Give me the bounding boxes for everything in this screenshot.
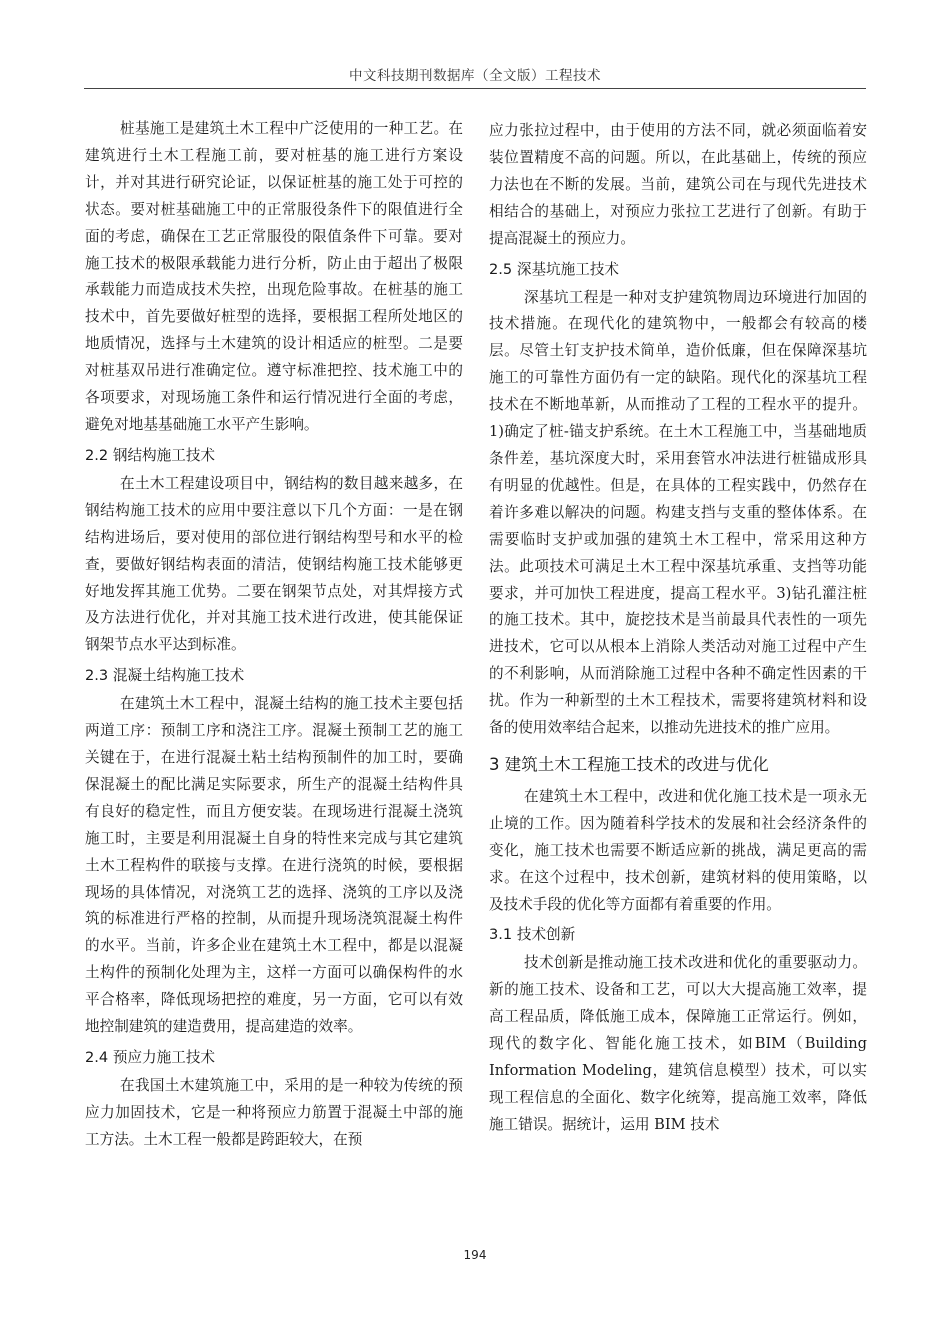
running-header: 中文科技期刊数据库（全文版）工程技术 bbox=[349, 68, 601, 84]
header-rule bbox=[84, 88, 866, 89]
paragraph-steel-structure: 在土木工程建设项目中，钢结构的数目越来越多，在钢结构施工技术的应用中要注意以下几个方面：一是在钢结构进场后，要对使用的部位进行钢结构型号和水平的检查，要做好钢结构表面的清洁，使钢结构施工技术能够更好地发挥其施工优势。二要在钢架节点处，对其焊接方式及方法进行优化，并对其施工技术进行改进，使其能保证钢架节点水平达到标准。 bbox=[85, 474, 463, 654]
heading-2-3: 2.3 混凝土结构施工技术 bbox=[85, 667, 245, 685]
page-number: 194 bbox=[463, 1248, 487, 1262]
paragraph-prestress: 在我国土木建筑施工中，采用的是一种较为传统的预应力加固技术，它是一种将预应力筋置于混凝土中部的施工方法。土木工程一般都是跨距较大，在预 bbox=[85, 1077, 463, 1148]
paragraph-concrete-structure: 在建筑土木工程中，混凝土结构的施工技术主要包括两道工序：预制工序和浇注工序。混凝土预制工艺的施工关键在于，在进行混凝土粘土结构预制件的加工时，要确保混凝土的配比满足实际要求，所生产的混凝土结构件具有良好的稳定性，而且方便安装。在现场进行混凝土浇筑施工时，主要是利用混凝土自身的特性来完成与其它建筑土木工程构件的联接与支撑。在进行浇筑的时候，要根据现场的具体情况，对浇筑工艺的选择、浇筑的工序以及浇筑的标准进行严格的控制，从而提升现场浇筑混凝土构件的水平。当前，许多企业在建筑土木工程中，都是以混凝土构件的预制化处理为主，这样一方面可以确保构件的水平合格率，降低现场把控的难度，另一方面，它可以有效地控制建筑的建造费用，提高建造的效率。 bbox=[85, 695, 463, 1036]
heading-3-1: 3.1 技术创新 bbox=[489, 926, 576, 944]
paragraph-pile-foundation: 桩基施工是建筑土木工程中广泛使用的一种工艺。在建筑进行土木工程施工前，要对桩基的施工进行方案设计，并对其进行研究论证，以保证桩基的施工处于可控的状态。要对桩基础施工中的正常服役条件下的限值进行全面的考虑，确保在工艺正常服役的限值条件下可靠。要对施工技术的极限承载能力进行分析，防止由于超出了极限承载能力而造成技术失控，出现危险事故。在桩基的施工技术中，首先要做好桩型的选择，要根据工程所处地区的地质情况，选择与土木建筑的设计相适应的桩型。二是要对桩基双吊进行准确定位。遵守标准把控、技术施工中的各项要求，对现场施工条件和运行情况进行全面的考虑，避免对地基基础施工水平产生影响。 bbox=[85, 120, 463, 433]
heading-2-5: 2.5 深基坑施工技术 bbox=[489, 260, 620, 278]
paragraph-improvement: 在建筑土木工程中，改进和优化施工技术是一项永无止境的工作。因为随着科学技术的发展和社会经济条件的变化，施工技术也需要不断适应新的挑战，满足更高的需求。在这个过程中，技术创新，建筑材料的使用策略，以及技术手段的优化等方面都有着重要的作用。 bbox=[489, 787, 867, 913]
paragraph-deep-foundation-pit: 深基坑工程是一种对支护建筑物周边环境进行加固的技术措施。在现代化的建筑物中，一般都会有较高的楼层。尽管土钉支护技术简单，造价低廉，但在保障深基坑施工的可靠性方面仍有一定的缺陷。现代化的深基坑工程技术在不断地革新，从而推动了工程的工程水平的提升。1)确定了桩-锚支护系统。在土木工程施工中，当基础地质条件差，基坑深度大时，采用套管水冲法进行桩锚成形具有明显的优越性。但是，在具体的工程实践中，仍然存在着许多难以解决的问题。构建支挡与支重的整体体系。在需要临时支护或加强的建筑土木工程中，常采用这种方法。此项技术可满足土木工程中深基坑承重、支挡等功能要求，并可加快工程进度，提高工程水平。3)钻孔灌注桩的施工技术。其中，旋挖技术是当前最具代表性的一项先进技术，它可以从根本上消除人类活动对施工过程中产生的不利影响，从而消除施工过程中各种不确定性因素的干扰。作为一种新型的土木工程技术，需要将建筑材料和设备的使用效率结合起来，以推动先进技术的推广应用。 bbox=[489, 288, 867, 737]
heading-2-2: 2.2 钢结构施工技术 bbox=[85, 446, 216, 464]
paragraph-prestress-continued: 应力张拉过程中，由于使用的方法不同，就必须面临着安装位置精度不高的问题。所以，在此基础上，传统的预应力法也在不断的发展。当前，建筑公司在与现代先进技术相结合的基础上，对预应力张拉工艺进行了创新。有助于提高混凝土的预应力。 bbox=[489, 122, 867, 247]
left-column bbox=[85, 116, 463, 1154]
right-column bbox=[489, 118, 867, 1139]
paragraph-innovation: 技术创新是推动施工技术改进和优化的重要驱动力。新的施工技术、设备和工艺，可以大大提高施工效率，提高工程品质，降低施工成本，保障施工正常运行。例如，现代的数字化、智能化施工技术，如BIM（Building Information Modeling，建筑信息模型）技术，可以实现工程信息的全面化、数字化统筹，提高施工效率，降低施工错误。据统计，运用 BIM 技术 bbox=[489, 954, 867, 1133]
heading-3: 3 建筑土木工程施工技术的改进与优化 bbox=[489, 754, 769, 774]
heading-2-4: 2.4 预应力施工技术 bbox=[85, 1049, 216, 1066]
